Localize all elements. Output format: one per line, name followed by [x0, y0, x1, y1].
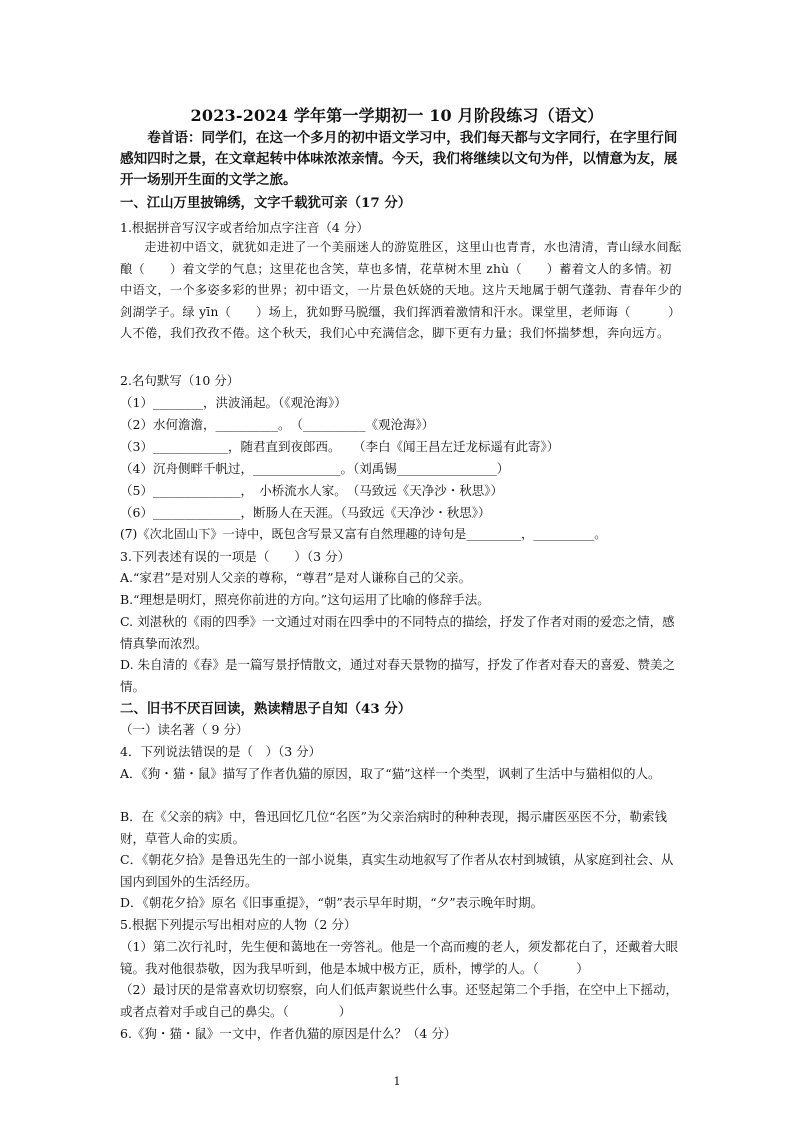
q3-option-a: A.“家君”是对别人父亲的尊称，“尊君”是对人谦称自己的父亲。: [120, 570, 472, 585]
q2-line-4: （4）沉舟侧畔千帆过，______________。（刘禹锡________________）: [120, 461, 510, 476]
q3-option-c: C. 刘湛秋的《雨的四季》一文通过对雨在四季中的不同特点的描绘，抒发了作者对雨的爱恋之情，感情真挚而浓烈。: [120, 614, 675, 651]
q4-option-a: A．《狗・猫・鼠》描写了作者仇猫的原因，取了“猫”这样一个类型，讽刺了生活中与猫相似的人。: [120, 766, 661, 781]
q2-line-6: （6）______________，断肠人在天涯。（马致远《天净沙・秋思》）: [120, 505, 491, 520]
q3-option-b: B.“理想是明灯，照亮你前进的方向。”这句运用了比喻的修辞手法。: [120, 592, 490, 607]
q6-stem: 6.《狗・猫・鼠》一文中，作者仇猫的原因是什么？（4 分）: [120, 1026, 457, 1041]
q1-passage-text: 走进初中语文，就犹如走进了一个美丽迷人的游览胜区，这里山也青青，水也清清，青山绿水间酝酿（ ）着文学的气息；这里花也含笑，草也多情，花草树木里 zhù（ ）蓄着文人的多情。初中语文，一个多姿多彩的世界；初中语文，一片景色妖娆的天地。这片天地属于朝气蓬勃、青春年少的剑湖学子。绿 yīn（ ）场上，犹如野马脱缰，我们挥洒着激情和汗水。课堂里，老师诲（ ）人不倦，我们孜孜不倦。这个秋天，我们心中充满信念，脚下更有力量；我们怀揣梦想，奔向远方。: [120, 240, 682, 341]
q2-line-3: （3）____________，随君直到夜郎西。 （李白《闻王昌左迁龙标遥有此寄》）: [120, 439, 560, 454]
q3-stem: 3.下列表述有误的一项是（ ）（3 分）: [120, 549, 351, 564]
q2-stem: 2.名句默写（10 分）: [120, 373, 240, 388]
q4-option-b: B．在《父亲的病》中，鲁迅回忆几位“名医”为父亲治病时的种种表现，揭示庸医巫医不分，勒索钱财，草菅人命的实质。: [120, 809, 667, 846]
subsection-1-heading: （一）读名著（ 9 分）: [120, 722, 249, 737]
exam-title: 2023-2024 学年第一学期初一 10 月阶段练习（语文）: [190, 106, 604, 125]
q1-stem: 1.根据拼音写汉字或者给加点字注音（4 分）: [120, 220, 369, 235]
q4-option-c: C．《朝花夕拾》是鲁迅先生的一部小说集，真实生动地叙写了作者从农村到城镇，从家庭到社会、从国内到国外的生活经历。: [120, 852, 674, 889]
section-2-heading: 二、旧书不厌百回读，熟读精思子自知（43 分）: [120, 701, 412, 717]
q2-line-5: （5）______________， 小桥流水人家。 （马致远《天净沙・秋思》）: [120, 483, 503, 498]
q1-passage: [120, 237, 682, 345]
q5-stem: 5.根据下列提示写出相对应的人物（2 分）: [120, 917, 357, 932]
q4-option-d: D．《朝花夕拾》原名《旧事重提》，“朝”表示早年时期，“夕”表示晚年时期。: [120, 895, 544, 910]
q3-option-d: D. 朱自清的《春》是一篇写景抒情散文，通过对春天景物的描写，抒发了作者对春天的喜爱、赞美之情。: [120, 657, 676, 694]
q4-stem: 4．下列说法错误的是（ ）（3 分）: [120, 744, 322, 759]
q5-item-2: （2）最讨厌的是常喜欢切切察察，向人们低声絮说些什么事。还竖起第二个手指，在空中上下摇动，或者点着对手或自己的鼻尖。（ ）: [120, 982, 678, 1019]
foreword: [120, 128, 682, 191]
foreword-text: 卷首语：同学们，在这一个多月的初中语文学习中，我们每天都与文字同行，在字里行间感知四时之景，在文章起转中体味浓浓亲情。今天，我们将继续以文句为伴，以情意为友，展开一场别开生面的文学之旅。: [120, 130, 678, 188]
page-number: 1: [393, 1075, 401, 1088]
q2-line-1: （1）________，洪波涌起。（《观沧海》）: [120, 395, 347, 410]
q2-line-7: (7)《次北固山下》一诗中，既包含写景又富有自然理趣的诗句是_________，__________。: [120, 527, 607, 541]
q2-line-2: （2）水何澹澹，__________。 （__________《观沧海》）: [120, 417, 435, 432]
section-1-heading: 一、江山万里披锦绣，文字千载犹可亲（17 分）: [120, 195, 412, 211]
q5-item-1: （1）第二次行礼时，先生便和蔼地在一旁答礼。他是一个高而瘦的老人，须发都花白了，还戴着大眼镜。我对他很恭敬，因为我早听到，他是本城中极方正，质朴，博学的人。（ ）: [120, 939, 678, 976]
